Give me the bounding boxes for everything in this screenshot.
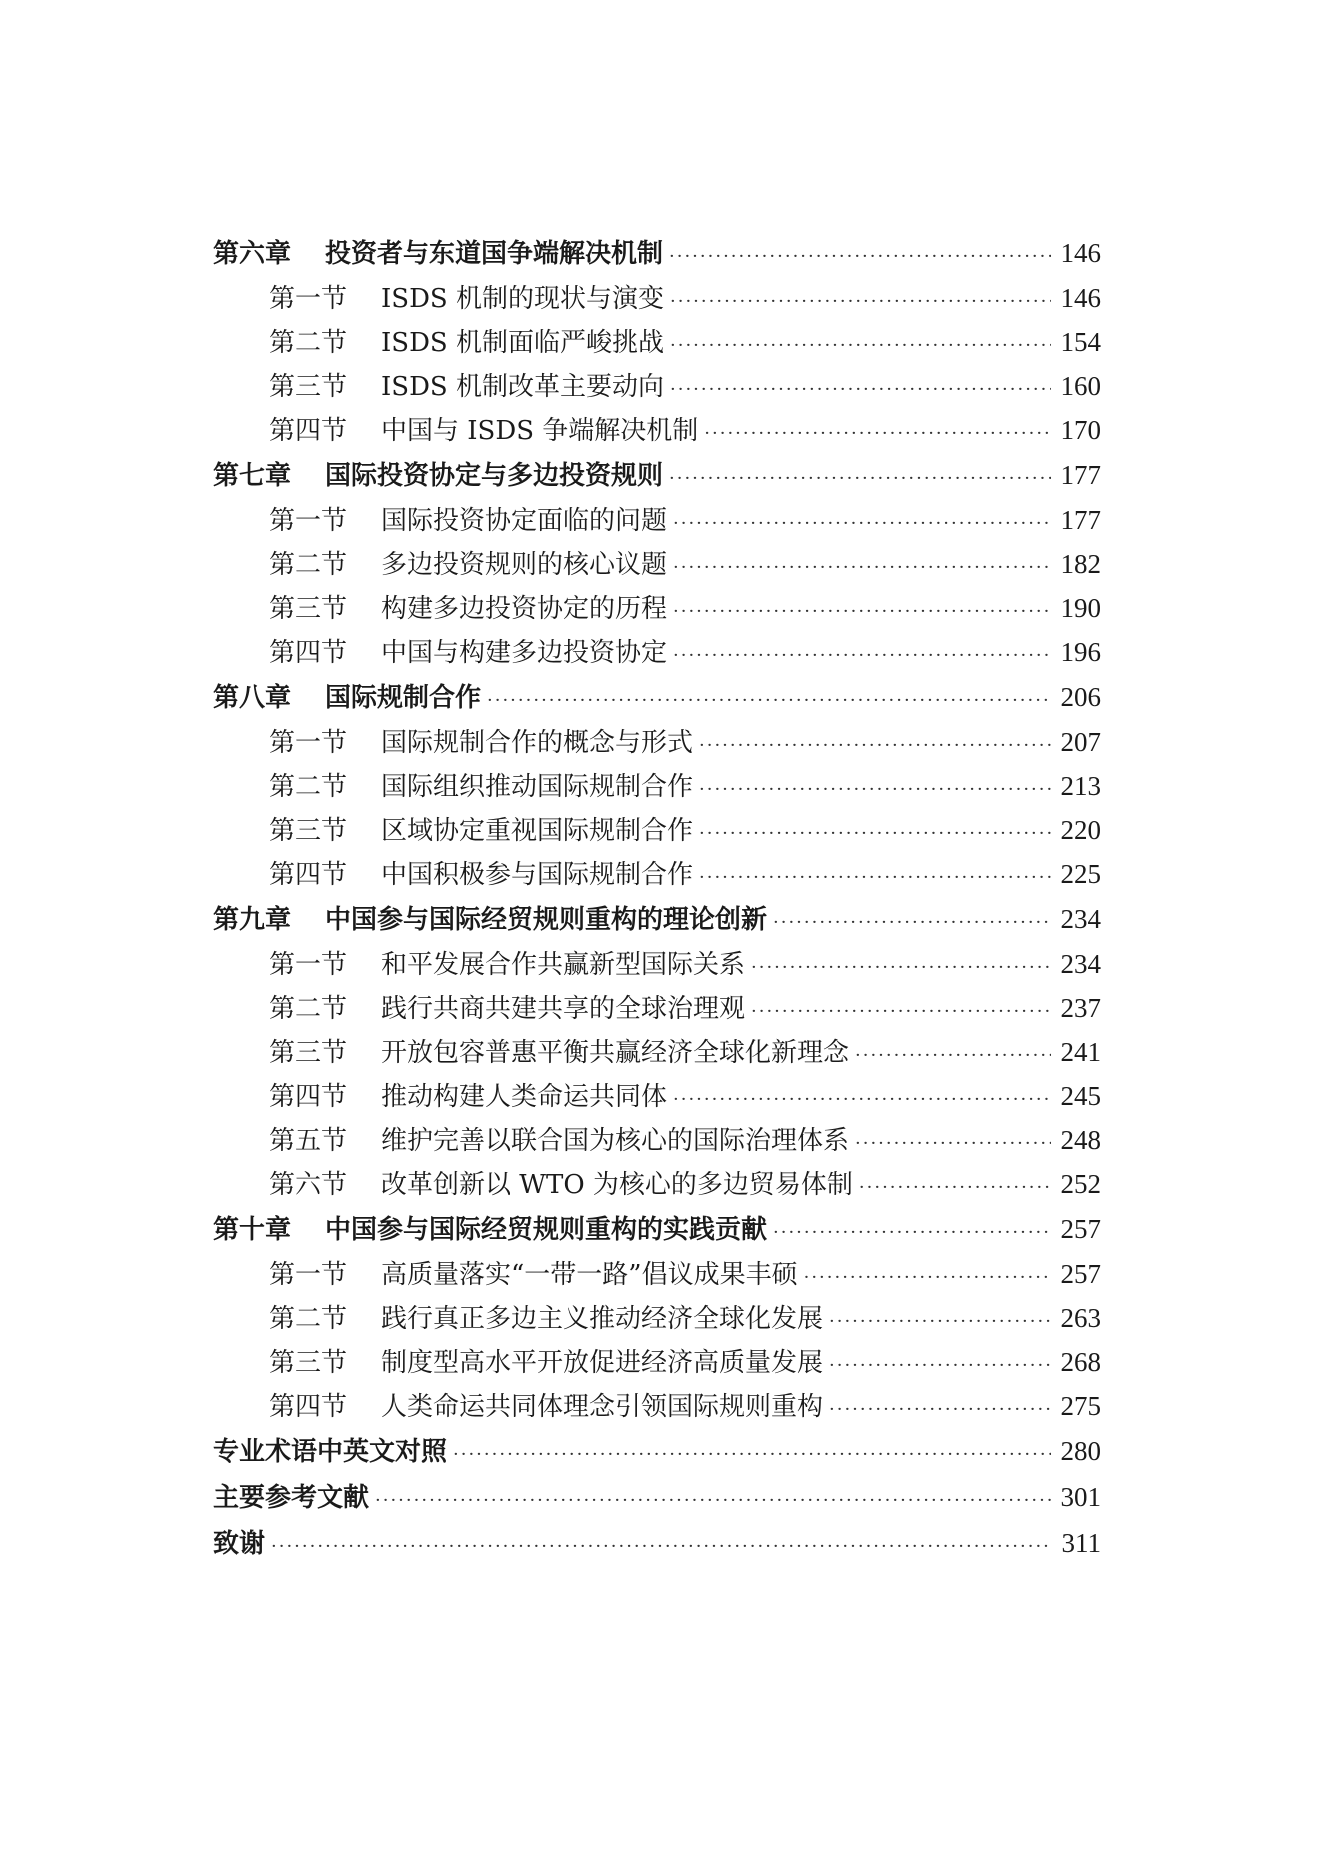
page-number: 207	[1060, 727, 1101, 757]
section-title: 践行真正多边主义推动经济全球化发展	[381, 1304, 824, 1334]
toc-section-entry	[213, 852, 1101, 896]
page-number: 252	[1060, 1169, 1101, 1199]
section-number: 第四节	[269, 1082, 348, 1112]
page-number: 257	[1060, 1259, 1101, 1289]
toc-section-entry	[213, 630, 1101, 674]
section-number: 第二节	[269, 1304, 348, 1334]
dot-leader	[829, 1388, 1051, 1432]
page-number: 234	[1060, 949, 1101, 979]
section-title: 和平发展合作共赢新型国际关系	[381, 950, 746, 980]
chapter-number: 第七章	[213, 461, 292, 491]
page-number: 245	[1060, 1081, 1101, 1111]
page-number: 177	[1060, 505, 1101, 535]
page-number: 275	[1060, 1391, 1101, 1421]
page-number: 190	[1060, 593, 1101, 623]
page-number: 213	[1060, 771, 1101, 801]
section-title: 开放包容普惠平衡共赢经济全球化新理念	[381, 1038, 850, 1068]
section-number: 第四节	[269, 860, 348, 890]
toc-section-entry	[213, 986, 1101, 1030]
section-title: 推动构建人类命运共同体	[381, 1082, 668, 1112]
toc-section-entry	[213, 1296, 1101, 1340]
page-number: 154	[1060, 327, 1101, 357]
section-number: 第三节	[269, 816, 348, 846]
page-number: 160	[1060, 371, 1101, 401]
page-number: 206	[1060, 682, 1101, 712]
section-number: 第三节	[269, 1348, 348, 1378]
toc-section-entry	[213, 1118, 1101, 1162]
section-number: 第三节	[269, 372, 348, 402]
dot-leader	[375, 1478, 1051, 1524]
dot-leader	[751, 946, 1051, 990]
section-title: 人类命运共同体理念引领国际规则重构	[381, 1392, 824, 1422]
page-number: 311	[1061, 1528, 1101, 1558]
toc-section-entry	[213, 1162, 1101, 1206]
chapter-title: 致谢	[213, 1529, 266, 1559]
dot-leader	[669, 234, 1051, 280]
dot-leader	[699, 812, 1051, 856]
section-number: 第二节	[269, 550, 348, 580]
section-number: 第四节	[269, 638, 348, 668]
toc-chapter-entry	[213, 1206, 1101, 1252]
dot-leader	[804, 1256, 1051, 1300]
page-number: 146	[1060, 238, 1101, 268]
section-number: 第二节	[269, 328, 348, 358]
section-number: 第六节	[269, 1170, 348, 1200]
dot-leader	[829, 1300, 1051, 1344]
dot-leader	[829, 1344, 1051, 1388]
toc-chapter-entry	[213, 452, 1101, 498]
page-number: 257	[1060, 1214, 1101, 1244]
toc-chapter-entry	[213, 896, 1101, 942]
toc-section-entry	[213, 320, 1101, 364]
page-number: 268	[1060, 1347, 1101, 1377]
toc-chapter-entry	[213, 1474, 1101, 1520]
toc-section-entry	[213, 764, 1101, 808]
page-number: 248	[1060, 1125, 1101, 1155]
chapter-number: 第九章	[213, 905, 292, 935]
toc-chapter-entry	[213, 1428, 1101, 1474]
toc-section-entry	[213, 808, 1101, 852]
chapter-number: 第十章	[213, 1215, 292, 1245]
table-of-contents	[213, 230, 1101, 1566]
page-number: 225	[1060, 859, 1101, 889]
toc-section-entry	[213, 1074, 1101, 1118]
section-title: 高质量落实“一带一路”倡议成果丰硕	[381, 1260, 798, 1290]
dot-leader	[699, 724, 1051, 768]
section-title: ISDS 机制改革主要动向	[381, 372, 665, 402]
section-number: 第一节	[269, 728, 348, 758]
dot-leader	[669, 456, 1051, 502]
dot-leader	[673, 634, 1051, 678]
dot-leader	[699, 768, 1051, 812]
section-number: 第一节	[269, 506, 348, 536]
page-number: 182	[1060, 549, 1101, 579]
section-number: 第一节	[269, 950, 348, 980]
page-number: 196	[1060, 637, 1101, 667]
chapter-title: 国际投资协定与多边投资规则	[325, 461, 664, 491]
chapter-number: 第六章	[213, 239, 292, 269]
section-number: 第一节	[269, 284, 348, 314]
dot-leader	[670, 368, 1051, 412]
section-number: 第三节	[269, 1038, 348, 1068]
section-title: 中国积极参与国际规制合作	[381, 860, 694, 890]
chapter-number: 第八章	[213, 683, 292, 713]
page-number: 146	[1060, 283, 1101, 313]
chapter-title: 中国参与国际经贸规则重构的理论创新	[325, 905, 768, 935]
section-title: 践行共商共建共享的全球治理观	[381, 994, 746, 1024]
section-title: 国际组织推动国际规制合作	[381, 772, 694, 802]
section-title: 多边投资规则的核心议题	[381, 550, 668, 580]
dot-leader	[673, 502, 1051, 546]
chapter-title: 专业术语中英文对照	[213, 1437, 448, 1467]
section-title: ISDS 机制的现状与演变	[381, 284, 665, 314]
section-number: 第一节	[269, 1260, 348, 1290]
chapter-title: 投资者与东道国争端解决机制	[325, 239, 664, 269]
dot-leader	[773, 1210, 1051, 1256]
toc-section-entry	[213, 408, 1101, 452]
section-title: ISDS 机制面临严峻挑战	[381, 328, 665, 358]
dot-leader	[453, 1432, 1051, 1478]
section-title: 中国与 ISDS 争端解决机制	[381, 416, 699, 446]
section-title: 改革创新以 WTO 为核心的多边贸易体制	[381, 1170, 853, 1200]
section-title: 制度型高水平开放促进经济高质量发展	[381, 1348, 824, 1378]
section-title: 区域协定重视国际规制合作	[381, 816, 694, 846]
section-title: 国际规制合作的概念与形式	[381, 728, 694, 758]
page-number: 241	[1060, 1037, 1101, 1067]
toc-section-entry	[213, 1252, 1101, 1296]
page-number: 170	[1060, 415, 1101, 445]
toc-chapter-entry	[213, 674, 1101, 720]
toc-section-entry	[213, 542, 1101, 586]
toc-section-entry	[213, 1340, 1101, 1384]
section-title: 中国与构建多边投资协定	[381, 638, 668, 668]
section-number: 第五节	[269, 1126, 348, 1156]
section-number: 第四节	[269, 1392, 348, 1422]
chapter-title: 国际规制合作	[325, 683, 482, 713]
dot-leader	[670, 280, 1051, 324]
dot-leader	[699, 856, 1051, 900]
page-number: 301	[1060, 1482, 1101, 1512]
toc-section-entry	[213, 942, 1101, 986]
page-number: 177	[1060, 460, 1101, 490]
page-number: 220	[1060, 815, 1101, 845]
page-number: 234	[1060, 904, 1101, 934]
dot-leader	[855, 1034, 1051, 1078]
toc-section-entry	[213, 498, 1101, 542]
dot-leader	[673, 590, 1051, 634]
section-number: 第二节	[269, 772, 348, 802]
section-title: 国际投资协定面临的问题	[381, 506, 668, 536]
chapter-title: 主要参考文献	[213, 1483, 370, 1513]
toc-section-entry	[213, 364, 1101, 408]
section-title: 构建多边投资协定的历程	[381, 594, 668, 624]
dot-leader	[271, 1524, 1051, 1570]
toc-chapter-entry	[213, 1520, 1101, 1566]
chapter-title: 中国参与国际经贸规则重构的实践贡献	[325, 1215, 768, 1245]
section-number: 第四节	[269, 416, 348, 446]
page-number: 237	[1060, 993, 1101, 1023]
dot-leader	[704, 412, 1051, 456]
dot-leader	[670, 324, 1051, 368]
section-title: 维护完善以联合国为核心的国际治理体系	[381, 1126, 850, 1156]
dot-leader	[487, 678, 1051, 724]
dot-leader	[751, 990, 1051, 1034]
page-number: 280	[1060, 1436, 1101, 1466]
dot-leader	[855, 1122, 1051, 1166]
section-number: 第三节	[269, 594, 348, 624]
dot-leader	[673, 1078, 1051, 1122]
toc-section-entry	[213, 720, 1101, 764]
toc-chapter-entry	[213, 230, 1101, 276]
toc-section-entry	[213, 1030, 1101, 1074]
section-number: 第二节	[269, 994, 348, 1024]
toc-section-entry	[213, 586, 1101, 630]
dot-leader	[859, 1166, 1051, 1210]
dot-leader	[673, 546, 1051, 590]
toc-section-entry	[213, 276, 1101, 320]
toc-section-entry	[213, 1384, 1101, 1428]
page-number: 263	[1060, 1303, 1101, 1333]
dot-leader	[773, 900, 1051, 946]
